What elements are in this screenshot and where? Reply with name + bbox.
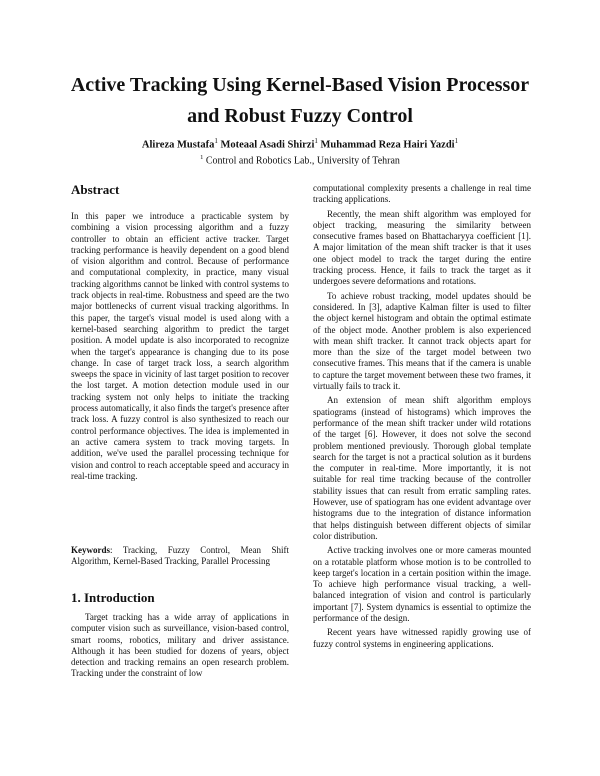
paragraph: To achieve robust tracking, model updates should be considered. In [3], adaptive Kalman filter is used to filter the object kernel histogram and obtain the optimal estimate of the object mode. Another problem is also experienced with mean shift tracker. It cannot track objects apart for more than the size of the target model between two consecutive frames. This means that if the camera is unable to capture the target movement between these two frames, it virtually fails to track it.	[313, 290, 531, 392]
right-column	[313, 183, 531, 650]
paragraph: Active tracking involves one or more cameras mounted on a rotatable platform whose motion is to be controlled to keep target's location in a certain position within the image. To achieve high performance visual tracking, a well-balanced integration of vision and control is particularly important [7]. System dynamics is essential to optimize the performance of the design.	[313, 545, 531, 623]
affiliation-mark: 1	[200, 154, 204, 161]
author-affil-mark: 1	[214, 137, 218, 145]
author-list	[30, 137, 570, 151]
affiliation-text: Control and Robotics Lab., University of Tehran	[205, 155, 400, 167]
keywords-label: Keywords	[71, 545, 110, 555]
abstract-text: In this paper we introduce a practicable system by combining a vision processing algorithm and a fuzzy controller to obtain an efficient active tracker. Target tracking performance is heavily dependent on a good blend of vision algorithm and control. Because of performance and computational complexity, in practice, many visual tracking algorithms cannot be linked with control systems to track objects in real-time. Robustness and speed are the two major bottlenecks of current visual tracking algorithms. In this paper, the target's visual model is used along with a kernel-based searching algorithm to predict the target position. A model update is also incorporated to recognize when the target's appearance is changing due to its pose change. In case of target track loss, a search algorithm sweeps the space in vicinity of last target position to recover the lost target. A motion detection module used in our tracking system not only helps to initiate the tracking process automatically, it also finds the target's presence after track loss. A fuzzy control is also synthesized to reach our control performance objectives. The idea is implemented in an active camera system to track moving targets. In addition, we've used the parallel processing technique for vision and control to reach acceptable speed and accuracy in real-time tracking.	[71, 211, 289, 481]
paragraph: Recently, the mean shift algorithm was employed for object tracking, measuring the similarity between consecutive frames based on Bhattacharyya coefficient [1]. A major limitation of the mean shift tracker is that it uses one object model to track the target during the entire tracking process. Hence, it fails to track the target as it undergoes severe deformations and rotations.	[313, 208, 531, 287]
keywords	[71, 545, 289, 568]
paper-title-line-2: and Robust Fuzzy Control	[187, 105, 413, 127]
paragraph: computational complexity presents a challenge in real time tracking applications.	[313, 183, 531, 205]
introduction-paragraph: Target tracking has a wide array of applications in computer vision such as surveillance, vision-based control, smart rooms, robotics, military and driver assistance. Although it has been studied for dozens of years, object detection and tracking remains an open research problem. Tracking under the constraint of low	[71, 612, 289, 679]
paper-title-line-1: Active Tracking Using Kernel-Based Vision Processor	[70, 74, 530, 96]
author-name: Alireza Mustafa	[141, 139, 215, 151]
paragraph: An extension of mean shift algorithm employs spatiograms (instead of histograms) which improves the performance of the mean shift tracker under wild rotations of the target [6]. However, it does not solve the second problem mentioned previously. Thorough global template search for the target is not a practical solution as it burdens the computer in real-time. More importantly, it is not suitable for real time tracking because of the controller stability issues that can result from erratic sampling rates. However, use of spatiogram has one evident advantage over histograms due to the integration of distance information that helps distinguish between different objects of similar color distribution.	[313, 395, 531, 541]
introduction-heading: 1. Introduction	[71, 590, 155, 605]
paragraph: Recent years have witnessed rapidly growing use of fuzzy control systems in engineering applications.	[313, 627, 531, 649]
keywords-text: : Tracking, Fuzzy Control, Mean Shift Algorithm, Kernel-Based Tracking, Parallel Processing	[71, 545, 289, 567]
abstract-body	[71, 211, 289, 482]
author-affil-mark: 1	[454, 137, 459, 145]
author-name: Muhammad Reza Hairi Yazdi	[320, 139, 455, 151]
affiliation	[30, 154, 570, 166]
author-name: Moteaal Asadi Shirzi	[220, 139, 315, 151]
author-affil-mark: 1	[314, 137, 318, 145]
abstract-heading: Abstract	[71, 182, 120, 197]
